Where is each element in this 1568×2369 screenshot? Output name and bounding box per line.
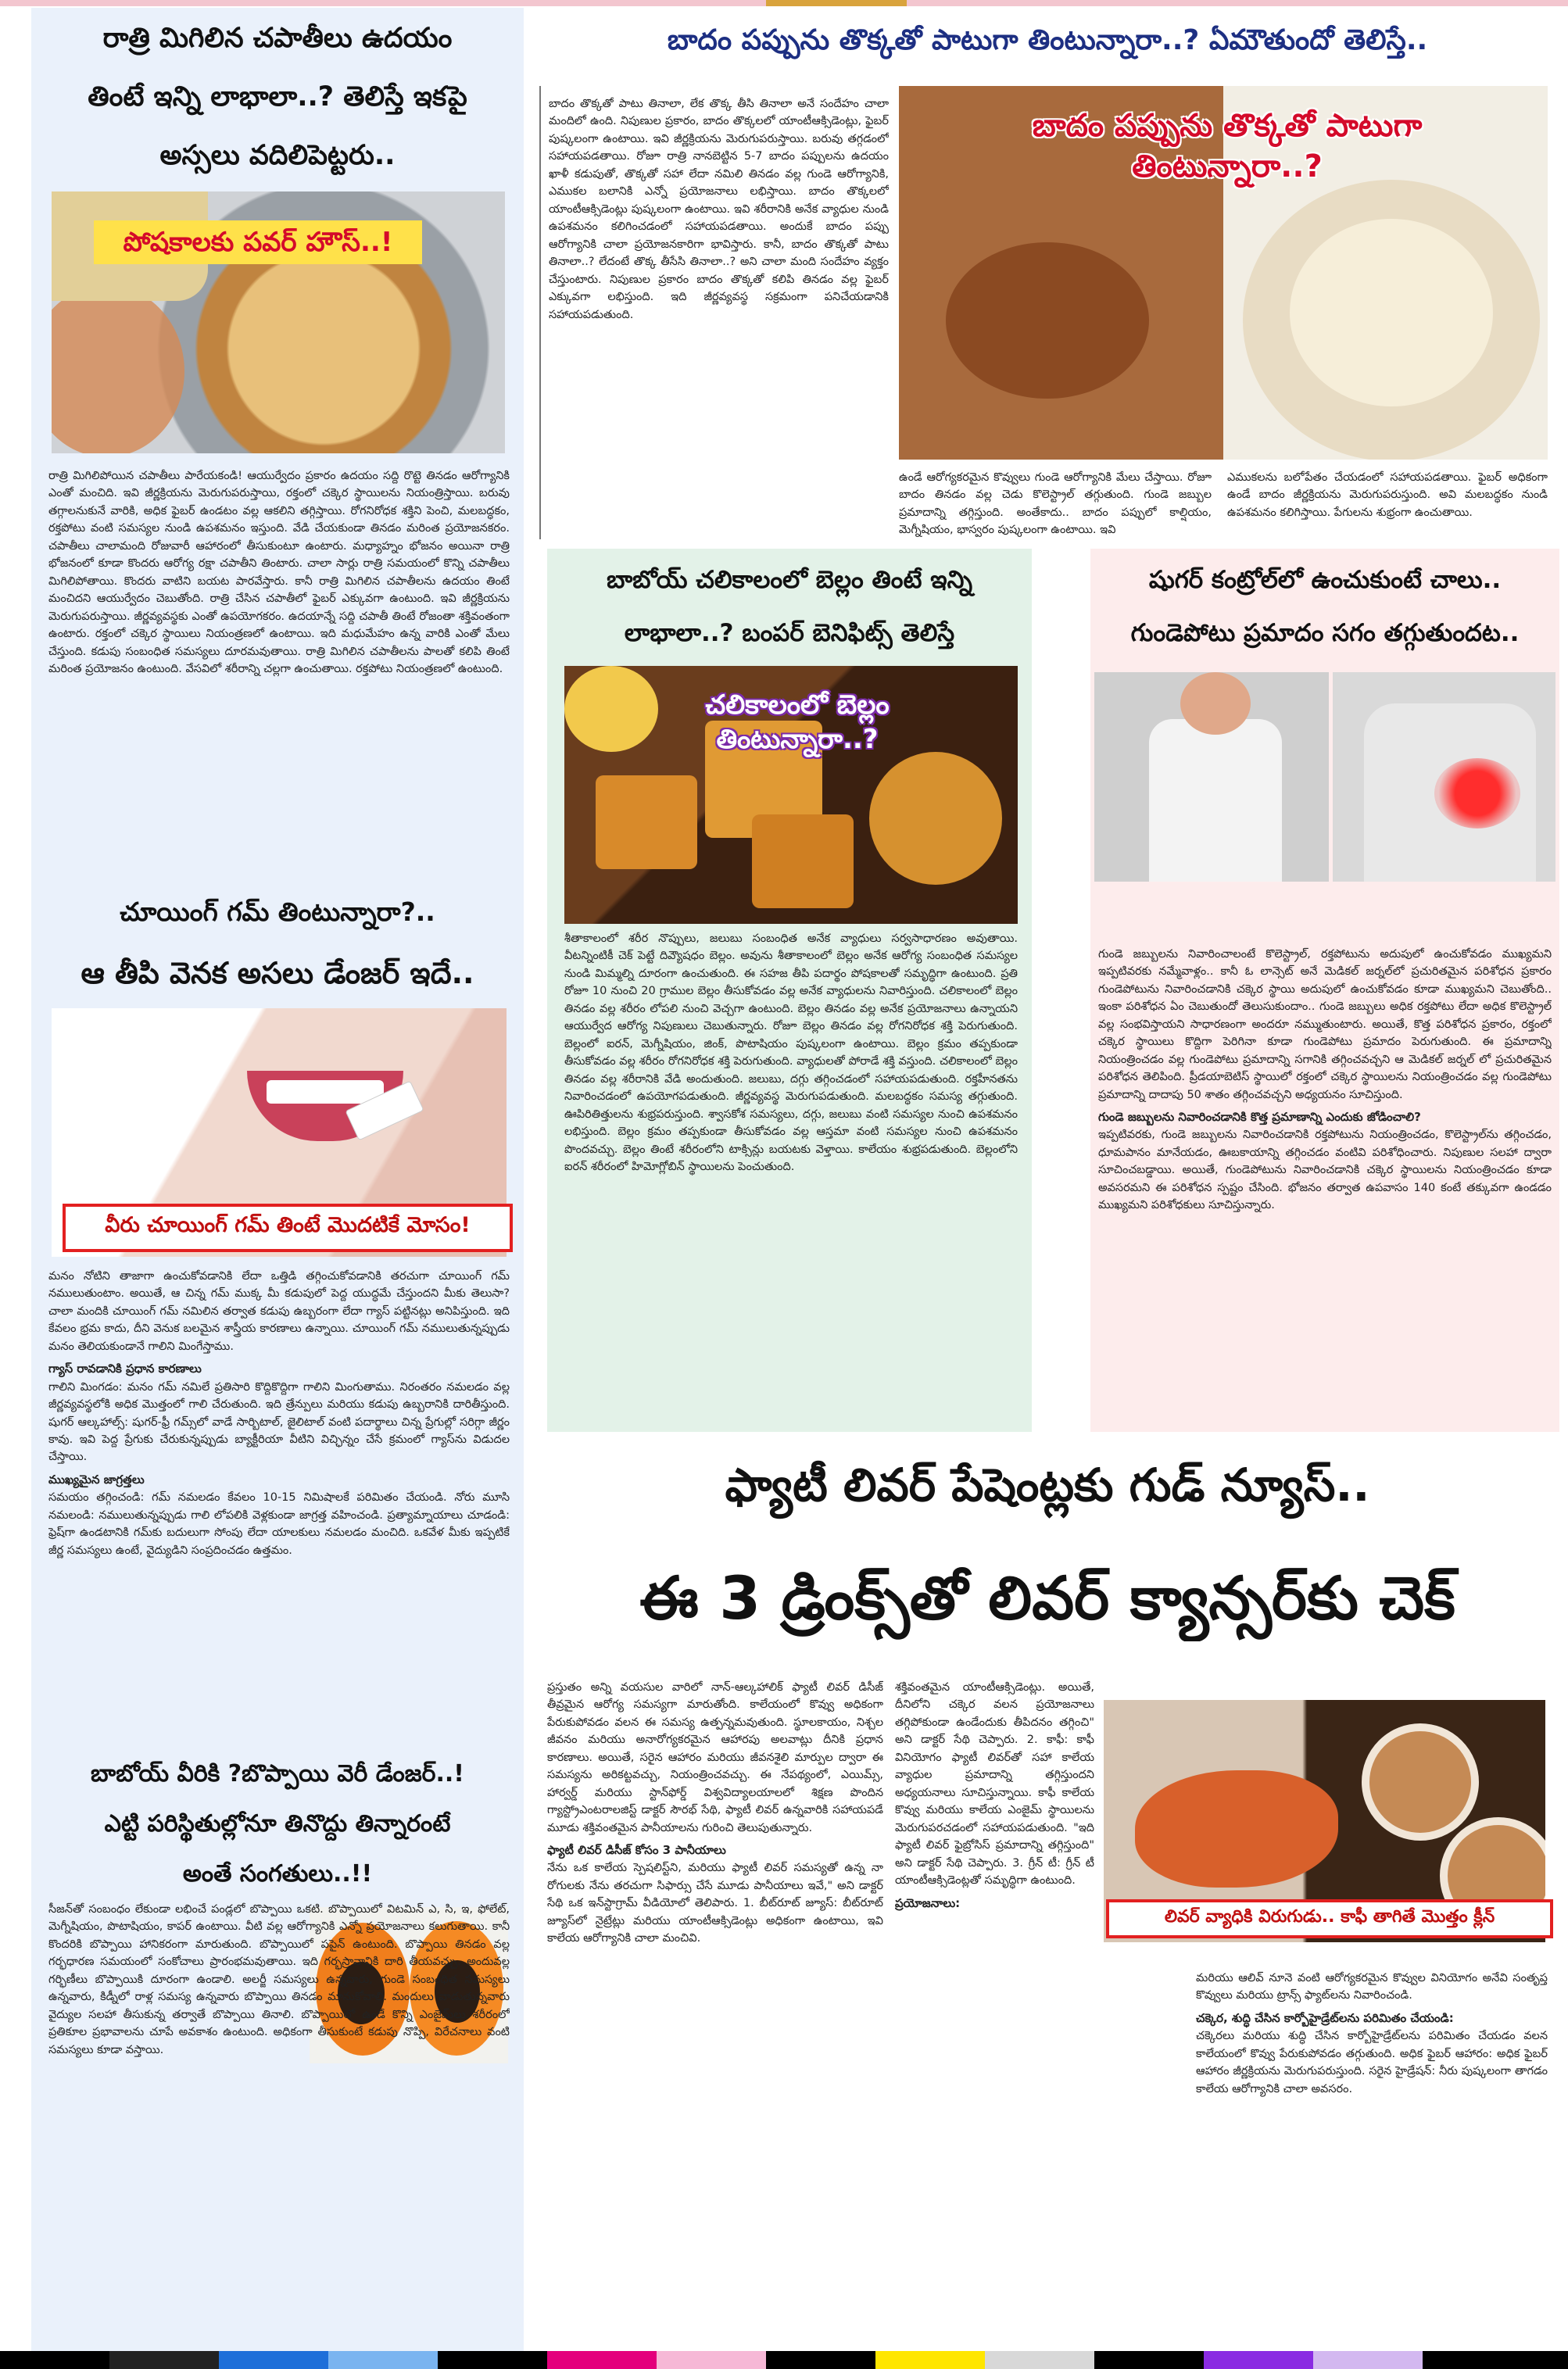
liver-col-2-para-1: శక్తివంతమైన యాంటీఆక్సిడెంట్లు. అయితే, దీనిలోని చక్కెర వలన ప్రయోజనాలు తగ్గిపోకుండా ఉండేందుకు తీపిదనం తగ్గించి" అని డాక్టర్ సేథి చెప్పారు. 2. కాఫీ: కాఫీ వినియోగం ఫ్యాటీ లివర్‌తో సహా కాలేయ వ్యాధుల ప్రమాదాన్ని తగ్గిస్తుందని అధ్యయనాలు సూచిస్తున్నాయి. కాఫీ కాలేయ కొవ్వు మరియు కాలేయ ఎంజైమ్ స్థాయిలను మెరుగుపరచడంలో సహాయపడుతుంది. "ఇది ఫ్యాటీ లివర్ ఫైబ్రోసిస్ ప్రమాదాన్ని తగ్గిస్తుంది" అని డాక్టర్ సేథి చెప్పారు. 3. గ్రీన్ టీ: గ్రీన్ టీ యాంటీఆక్సిడెంట్లతో సమృద్ధిగా ఉంటుంది. [895,1681,1094,1888]
top-color-strip [0,0,1568,6]
gum-body-para-1: మనం నోటిని తాజాగా ఉంచుకోవడానికి లేదా ఒత్తిడి తగ్గించుకోవడానికి తరచుగా చూయింగ్ గమ్ నములుతుంటాం. అయితే, ఆ చిన్న గమ్ ముక్క మీ కడుపులో పెద్ద యుద్ధమే చేస్తుందని మీకు తెలుసా? చాలా మందికి చూయింగ్ గమ్ నమిలిన తర్వాత కడుపు ఉబ్బరంగా లేదా గ్యాస్ పట్టినట్లు అనిపిస్తుంది. ఇది కేవలం భ్రమ కాదు, దీని వెనుక బలమైన శాస్త్రీయ కారణాలు ఉన్నాయి. చూయింగ్ గమ్ నములుతున్నప్పుడు మనం తెలియకుండానే గాలిని మింగేస్తాము. [48,1270,510,1353]
heart-headline [1094,553,1555,660]
heart-photo-right [1333,672,1555,882]
almond-body-col-2: ఉండే ఆరోగ్యకరమైన కొవ్వులు గుండె ఆరోగ్యానికి మేలు చేస్తాయి. రోజూ బాదం తినడం వల్ల చెడు కొలెస్ట్రాల్ తగ్గుతుంది. గుండె జబ్బుల ప్రమాదాన్ని తగ్గిస్తుంది. అంతేకాదు.. బాదం పప్పులో కాల్షియం, మెగ్నీషియం, భాస్వరం పుష్కలంగా ఉంటాయి. ఇవి [899,471,1212,537]
liver-subheading-sugar: చక్కెర, శుద్ధి చేసిన కార్బోహైడ్రేట్‌లను పరిమితం చేయండి: [1196,2010,1454,2025]
gum-headline-line-1: చూయింగ్ గమ్ తింటున్నారా?.. [120,896,435,927]
almond-caption-line-2: తింటున్నారా..? [1132,149,1323,184]
liver-photo-caption: లివర్ వ్యాధికి విరుగుడు.. కాఫీ తాగితే మొత్తం క్లీన్ [1106,1899,1553,1938]
chapati-headline-line-2: తింటే ఇన్ని లాభాలా..? తెలిస్తే ఇకపై [88,81,467,113]
bellam-headline [551,553,1028,660]
heart-headline-line-1: షుగర్ కంట్రోల్‌లో ఉంచుకుంటే చాలు.. [1148,566,1502,594]
bellam-body: శీతాకాలంలో శరీర నొప్పులు, జలుబు సంబంధిత అనేక వ్యాధులు సర్వసాధారణం అవుతాయి. వీటన్నింటికీ చెక్ పెట్టే దివ్యౌషధం బెల్లం. అవును శీతాకాలంలో బెల్లం అనేక ఆరోగ్య సంబంధిత సమస్యల నుండి మిమ్మల్ని దూరంగా ఉంచుతుంది. ఈ సహజ తీపి పదార్థం పోషకాలతో సమృద్ధిగా ఉంటుంది. ప్రతి రోజూ 10 నుంచి 20 గ్రాముల బెల్లం తీసుకోవడం వల్ల అనేక వ్యాధులను నివారిస్తుంది. చలికాలంలో బెల్లం తినడం వల్ల శరీరం లోపలి నుంచి వెచ్చగా ఉంటుంది. బెల్లం తినడం వల్ల అనేక ప్రయోజనాలు ఉన్నాయని ఆయుర్వేద ఆరోగ్య నిపుణులు చెబుతున్నారు. రోజూ బెల్లం తినడం వల్ల రోగనిరోధక శక్తి పెరుగుతుంది. బెల్లంలో ఐరన్, మెగ్నీషియం, జింక్, పొటాషియం పుష్కలంగా ఉంటాయి. బెల్లం క్రమం తప్పకుండా తీసుకోవడం వల్ల శరీరం రోగనిరోధక శక్తి పెరుగుతుంది. వ్యాధులతో పోరాడే శక్తి వస్తుంది. చలికాలంలో బెల్లం తినడం వల్ల శరీరానికి వేడి అందుతుంది. జలుబు, దగ్గు తగ్గించడంలో సహాయపడుతుంది. రక్తహీనతను నివారించడంలో ఉపయోగపడుతుంది. జీర్ణవ్యవస్థ మెరుగుపడుతుంది. మలబద్ధకం సమస్య తగ్గుతుంది. ఊపిరితిత్తులను శుభ్రపరుస్తుంది. శ్వాసకోశ సమస్యలు, దగ్గు, జలుబు వంటి సమస్యల నుంచి ఉపశమనం లభిస్తుంది. బెల్లం క్రమం తప్పకుండా తీసుకోవడం వల్ల ఆస్తమా వంటి సమస్యల నుంచి ఉపశమనం పొందవచ్చు. బెల్లం తింటే శరీరంలోని టాక్సిన్లు బయటకు వెళ్తాయి. కాలేయం శుభ్రపడుతుంది. బెల్లంలోని ఐరన్ శరీరంలో హిమోగ్లోబిన్ స్థాయిలను పెంచుతుంది. [564,932,1018,1174]
chapati-headline-line-1: రాత్రి మిగిలిన చపాతీలు ఉదయం [102,23,453,54]
gum-subheading-precautions: ముఖ్యమైన జాగ్రత్తలు [48,1472,145,1487]
heart-body-para-2: ఇప్పటివరకు, గుండె జబ్బులను నివారించడానికి రక్తపోటును నియంత్రించడం, కొలెస్ట్రాల్‌ను తగ్గించడం, ధూమపానం మానేయడం, ఊబకాయాన్ని తగ్గించడం వంటివి పరిశోధించారు. నిపుణుల సలహా ద్వారా సూచించబడ్డాయి. అయితే, గుండెపోటును నివారించడానికి చక్కెర స్థాయిలను నియంత్రించడం కూడా అవసరమని ఈ పరిశోధన స్పష్టం చేసింది. భోజనం తర్వాత ఉపవాసం 140 కంటే తక్కువగా ఉండడం ముఖ్యమని పరిశోధకులు సూచిస్తున్నారు. [1098,1129,1552,1212]
papaya-headline-line-3: అంతే సంగతులు..!! [182,1860,373,1888]
heart-photo-left [1094,672,1329,882]
papaya-body: సీజన్‌తో సంబంధం లేకుండా లభించే పండ్లలో బొప్పాయి ఒకటి. బొప్పాయిలో విటమిన్ ఎ, సి, ఇ, ఫోలేట్, మెగ్నీషియం, పొటాషియం, కాపర్ ఉంటాయి. వీటి వల్ల ఆరోగ్యానికి ఎన్నో ప్రయోజనాలు కలుగుతాయి. కానీ కొందరికి బొప్పాయి హానికరంగా మారుతుంది. బొప్పాయిలో పపైన్ ఉంటుంది. బొప్పాయి తినడం వల్ల గర్భధారణ సమయంలో సంకోచాలు ప్రారంభమవుతాయి. ఇది గర్భస్రావానికి దారి తీయవచ్చు. అందువల్ల గర్భిణీలు బొప్పాయికి దూరంగా ఉండాలి. అలర్జీ సమస్యలు ఉన్నవారు, గుండె సంబంధిత సమస్యలు ఉన్నవారు, కిడ్నీలో రాళ్ల సమస్య ఉన్నవారు బొప్పాయి తినడం మానుకోవాలి. మందులు వాడుతున్నవారు వైద్యుల సలహా తీసుకున్న తర్వాతే బొప్పాయి తినాలి. బొప్పాయిలో ఉండే కొన్ని ఎంజైమ్‌లు శరీరంలో ప్రతికూల ప్రభావాలను చూపే అవకాశం ఉంటుంది. అధికంగా తీసుకుంటే కడుపు నొప్పి, విరేచనాలు వంటి సమస్యలు కూడా వస్తాయి. [48,1903,510,2056]
gum-subheading-causes: గ్యాస్ రావడానికి ప్రధాన కారణాలు [48,1362,202,1376]
heart-body [1098,946,1552,1430]
heart-body-para-1: గుండె జబ్బులను నివారించాలంటే కొలెస్ట్రాల్, రక్తపోటును అదుపులో ఉంచుకోవడం ముఖ్యమని ఇప్పటివరకు నమ్మేవాళ్లం.. కానీ ఓ లాన్సెట్ అనే మెడికల్ జర్నల్‌లో ప్రచురితమైన పరిశోధన ప్రకారం గుండెపోటును నివారించడానికి చక్కెర స్థాయి అదుపులో ఉంచుకోవడం కూడా ముఖ్యమని చెబుతోంది.. ఇంకా పరిశోధన ఏం చెబుతుందో తెలుసుకుందాం.. గుండె జబ్బులు అధిక రక్తపోటు లేదా అధిక కొలెస్ట్రాల్ వల్ల సంభవిస్తాయని సాధారణంగా అందరూ నమ్ముతుంటారు. అయితే, కొత్త పరిశోధన ప్రకారం, రక్తంలో చక్కెర స్థాయిలు కొద్దిగా పెరిగినా కూడా గుండెపోటు ప్రమాదం పెరుగుతుంది. ఈ ప్రమాదాన్ని నియంత్రించడం వల్ల గుండెపోటు ప్రమాదాన్ని సగానికి తగ్గించవచ్చని ఆ మెడికల్ జర్నల్ లో ప్రచురితమైన పరిశోధన తెలిపింది. ప్రీడయాబెటిస్ స్థాయిలో రక్తంలో చక్కెర స్థాయిలను నియంత్రించడం వల్ల గుండెపోటు ప్రమాదాన్ని దాదాపు 50 శాతం తగ్గించవచ్చని అధ్యయనం సూచిస్తుంది. [1098,948,1552,1101]
liver-col-2 [895,1679,1094,2343]
heart-subheading: గుండె జబ్బులను నివారించడానికి కొత్త ప్రమాణాన్ని ఎందుకు జోడించాలి? [1098,1110,1421,1125]
papaya-headline-line-2: ఎట్టి పరిస్థితుల్లోనూ తినొద్దు తిన్నారంటే [104,1810,451,1838]
liver-subheading-benefits: ప్రయోజనాలు: [895,1895,961,1910]
heart-headline-line-2: గుండెపోటు ప్రమాదం సగం తగ్గుతుందట.. [1130,619,1520,647]
gum-headline [39,882,516,1004]
gum-body [48,1268,510,1768]
almond-caption-line-1: బాదం పప్పును తొక్కతో పాటుగా [1032,108,1423,144]
almond-body-col-3: ఎముకలను బలోపేతం చేయడంలో సహాయపడతాయి. ఫైబర్ అధికంగా ఉండే బాదం జీర్ణక్రియను మెరుగుపరుస్తుంది. అవి మలబద్ధకం నుండి ఉపశమనం కలిగిస్తాయి. పేగులను శుభ్రంగా ఉంచుతాయి. [1227,471,1548,519]
liver-col-3-para-2: చక్కెరలు మరియు శుద్ధి చేసిన కార్బోహైడ్రేట్‌లను పరిమితం చేయడం వలన కాలేయంలో కొవ్వు పేరుకుపోవడం తగ్గుతుంది. అధిక ఫైబర్ ఆహారం: అధిక ఫైబర్ ఆహారం జీర్ణక్రియను మెరుగుపరుస్తుంది. సరైన హైడ్రేషన్: నీరు పుష్కలంగా తాగడం కాలేయ ఆరోగ్యానికి చాలా అవసరం. [1196,2030,1548,2095]
bellam-headline-line-2: లాభాలా..? బంపర్ బెనిఫిట్స్ తెలిస్తే [624,619,955,647]
bellam-caption-line-1: చలికాలంలో బెల్లం [705,689,890,721]
gum-body-para-3: సమయం తగ్గించండి: గమ్ నమలడం కేవలం 10-15 నిమిషాలకే పరిమితం చేయండి. నోరు మూసి నమలండి: నములుతున్నప్పుడు గాలి లోపలికి వెళ్లకుండా జాగ్రత్త వహించండి. ప్రత్యామ్నాయాలు చూడండి: ఫ్రెష్‌గా ఉండటానికి గమ్‌కు బదులుగా సోంపు లేదా యాలకులు నమలడం మంచిది. ఒకవేళ మీకు ఇప్పటికే జీర్ణ సమస్యలు ఉంటే, వైద్యుడిని సంప్రదించడం ఉత్తమం. [48,1491,510,1557]
chapati-headline-line-3: అస్సలు వదిలిపెట్టరు.. [159,140,396,171]
liver-subheading-drinks: ఫ్యాటీ లివర్ డిసీజ్ కోసం 3 పానీయాలు [547,1843,726,1858]
liver-headline-1: ఫ్యాటీ లివర్ పేషెంట్లకు గుడ్ న్యూస్.. [725,1458,1370,1512]
chapati-headline [39,9,516,185]
liver-col-1-para-1: ప్రస్తుతం అన్ని వయసుల వారిలో నాన్-ఆల్కహాలిక్ ఫ్యాటీ లివర్ డిసీజ్ తీవ్రమైన ఆరోగ్య సమస్యగా మారుతోంది. కాలేయంలో కొవ్వు అధికంగా పేరుకుపోవడం వలన ఈ సమస్య ఉత్పన్నమవుతుంది. స్థూలకాయం, నిశ్చల జీవనం మరియు అనారోగ్యకరమైన ఆహారపు అలవాట్లు దీనికి ప్రధాన కారణాలు. అయితే, సరైన ఆహారం మరియు జీవనశైలి మార్పుల ద్వారా ఈ సమస్యను అరికట్టవచ్చు, నియంత్రించవచ్చు. ఈ నేపథ్యంలో, ఎయిమ్స్, హార్వర్డ్ మరియు స్టాన్‌ఫోర్డ్ విశ్వవిద్యాలయాలలో శిక్షణ పొందిన గ్యాస్ట్రోఎంటరాలజిస్ట్ డాక్టర్ సౌరభ్ సేథి, ఫ్యాటీ లివర్ ఉన్నవారికి సహాయపడే మూడు శక్తివంతమైన పానీయాలను గురించి తెలుపుతున్నారు. [547,1681,883,1834]
bellam-caption-line-2: తింటున్నారా..? [716,724,879,756]
liver-col-3 [1196,1970,1548,2345]
gum-body-para-2: గాలిని మింగడం: మనం గమ్ నమిలే ప్రతిసారి కొద్దికొద్దిగా గాలిని మింగుతాము. నిరంతరం నమలడం వల్ల జీర్ణవ్యవస్థలోకి అధిక మొత్తంలో గాలి చేరుతుంది. ఇది త్రేన్పులు మరియు కడుపు ఉబ్బరానికి దారితీస్తుంది. షుగర్ ఆల్కహాల్స్: షుగర్-ఫ్రీ గమ్స్‌లో వాడే సార్బిటాల్, జైలిటాల్ వంటి పదార్థాలు చిన్న ప్రేగుల్లో సరిగ్గా జీర్ణం కావు. ఇవి పెద్ద ప్రేగుకు చేరుకున్నప్పుడు బ్యాక్టీరియా వీటిని విచ్ఛిన్నం చేసే క్రమంలో గ్యాస్‌ను విడుదల చేస్తాయి. [48,1380,510,1464]
column-divider [539,86,541,539]
liver-col-1-para-2: నేను ఒక కాలేయ స్పెషలిస్ట్‌ని, మరియు ఫ్యాటీ లివర్ సమస్యతో ఉన్న నా రోగులకు నేను తరచుగా సిఫార్సు చేసే మూడు పానీయాలు ఇవే," అని డాక్టర్ సేథి ఒక ఇన్‌స్టాగ్రామ్ వీడియోలో తెలిపారు. 1. బీట్‌రూట్ జ్యూస్: బీట్‌రూట్ జ్యూస్‌లో నైట్రేట్లు మరియు యాంటీఆక్సిడెంట్లు అధికంగా ఉంటాయి, ఇవి కాలేయ ఆరోగ్యానికి చాలా మంచివి. [547,1862,883,1945]
chapati-photo-caption: పోషకాలకు పవర్ హౌస్..! [94,220,422,264]
bottom-color-strip [0,2351,1568,2369]
almond-photo-caption [922,106,1532,187]
liver-col-1 [547,1679,883,2343]
papaya-headline-line-1: బాబోయ్ వీరికి ?బొప్పాయి వెరీ డేంజర్..! [91,1760,464,1787]
gum-photo-caption: వీరు చూయింగ్ గమ్ తింటే మొదటికే మోసం! [63,1204,513,1252]
almond-headline: బాదం పప్పును తొక్కతో పాటుగా తింటున్నారా..? ఏమౌతుందో తెలిస్తే.. [667,24,1428,56]
bellam-headline-line-1: బాబోయ్ చలికాలంలో బెల్లం తింటే ఇన్ని [607,566,972,594]
bellam-photo-caption [625,688,969,757]
chapati-body: రాత్రి మిగిలిపోయిన చపాతీలు పారేయకండి! ఆయుర్వేదం ప్రకారం ఉదయం సద్ది రొట్టె తినడం ఆరోగ్యానికి ఎంతో మంచిది. ఇవి జీర్ణక్రియను మెరుగుపరుస్తాయి, రక్తంలో చక్కెర స్థాయిలను నియంత్రిస్తాయి. బరువు తగ్గాలనుకునే వారికి, అధిక ఫైబర్ ఉండటం వల్ల ఆకలిని తగ్గిస్తాయి. రోగనిరోధక శక్తిని పెంచి, మలబద్ధకం, రక్తపోటు వంటి సమస్యల నుండి ఉపశమనం ఇస్తుంది. వేడి చేయకుండా తినడం మరింత ప్రయోజనకరం. చపాతీలు చాలామంది రోజువారీ ఆహారంలో తీసుకుంటూ ఉంటారు. మధ్యాహ్నం భోజనం అయినా రాత్రి భోజనంలో కూడా కొందరు ఆరోగ్య రక్షా చపాతీని తింటారు. చాలా సార్లు రాత్రి సమయంలో కొన్ని చపాతీలు మిగిలిపోతాయి. కొందరు వాటిని బయట పారవేస్తారు. కానీ రాత్రి మిగిలిన చపాతీలను ఉదయం తింటే మంచిదని ఆయుర్వేదం చెబుతోంది. రాత్రి చేసిన చపాతీలో ఫైబర్ ఎక్కువగా ఉంటుంది. ఇవి జీర్ణక్రియను మెరుగుపరుస్తాయి. జీర్ణవ్యవస్థకు ఎంతో ఉపయోగకరం. ఉదయాన్నే సద్ది చపాతీ తింటే రోజంతా శక్తివంతంగా ఉంటారు. రక్తంలో చక్కెర స్థాయిలు నియంత్రణలో ఉంటాయి. ఇది మధుమేహం ఉన్న వారికి ఎంతో మేలు చేస్తుంది. కడుపు సంబంధిత సమస్యలు దూరమవుతాయి. రాత్రి మిగిలిన చపాతీలను పాలతో కలిపి తింటే మరింత ప్రయోజనం ఉంటుంది. వేసవిలో శరీరాన్ని చల్లగా ఉంచుతాయి. రక్తపోటు నియంత్రణలో ఉంటుంది. [48,470,510,676]
liver-headline-2: ఈ 3 డ్రింక్స్‌తో లివర్ క్యాన్సర్‌కు చెక్ [639,1563,1455,1633]
papaya-headline [39,1749,516,1899]
liver-col-3-para-1: మరియు ఆలివ్ నూనె వంటి ఆరోగ్యకరమైన కొవ్వుల వినియోగం అనేవి సంతృప్త కొవ్వులు మరియు ట్రాన్స్ ఫ్యాట్‌లను నివారించండి. [1196,1972,1548,2002]
almond-body: బాదం తొక్కతో పాటు తినాలా, లేక తొక్క తీసి తినాలా అనే సందేహం చాలా మందిలో ఉంది. నిపుణుల ప్రకారం, బాదం తొక్కలలో యాంటీఆక్సిడెంట్లు, ఫైబర్ పుష్కలంగా ఉంటాయి. ఇవి జీర్ణక్రియను మెరుగుపరుస్తాయి. బరువు తగ్గడంలో సహాయపడతాయి. రోజూ రాత్రి నానబెట్టిన 5-7 బాదం పప్పులను ఉదయం ఖాళీ కడుపుతో, తొక్కతో సహా లేదా నమిలి తినడం వల్ల గుండె ఆరోగ్యానికి, ఎముకల బలానికి ఎన్నో ప్రయోజనాలు లభిస్తాయి. బాదం తొక్కలలో యాంటీఆక్సిడెంట్లు పుష్కలంగా ఉంటాయి. ఇవి శరీరానికి అనేక వ్యాధుల నుండి ఉపశమనం కలిగించడంలో సహాయపడతాయి. అందుకే బాదం పప్పు ఆరోగ్యానికి చాలా ప్రయోజనకారిగా భావిస్తారు. కానీ, బాదం తొక్కతో పాటు తినాలా..? లేదంటే తొక్క తీసేసి తినాలా..? అని చాలా మంది సందేహం వ్యక్తం చేస్తుంటారు. నిపుణుల ప్రకారం బాదం తొక్కతో కలిపి తినడం వల్ల ఫైబర్ ఎక్కువగా లభిస్తుంది. ఇది జీర్ణవ్యవస్థ సక్రమంగా పనిచేయడానికి సహాయపడుతుంది. [549,98,889,321]
gum-headline-line-2: ఆ తీపి వెనక అసలు డేంజర్ ఇదే.. [81,956,474,990]
